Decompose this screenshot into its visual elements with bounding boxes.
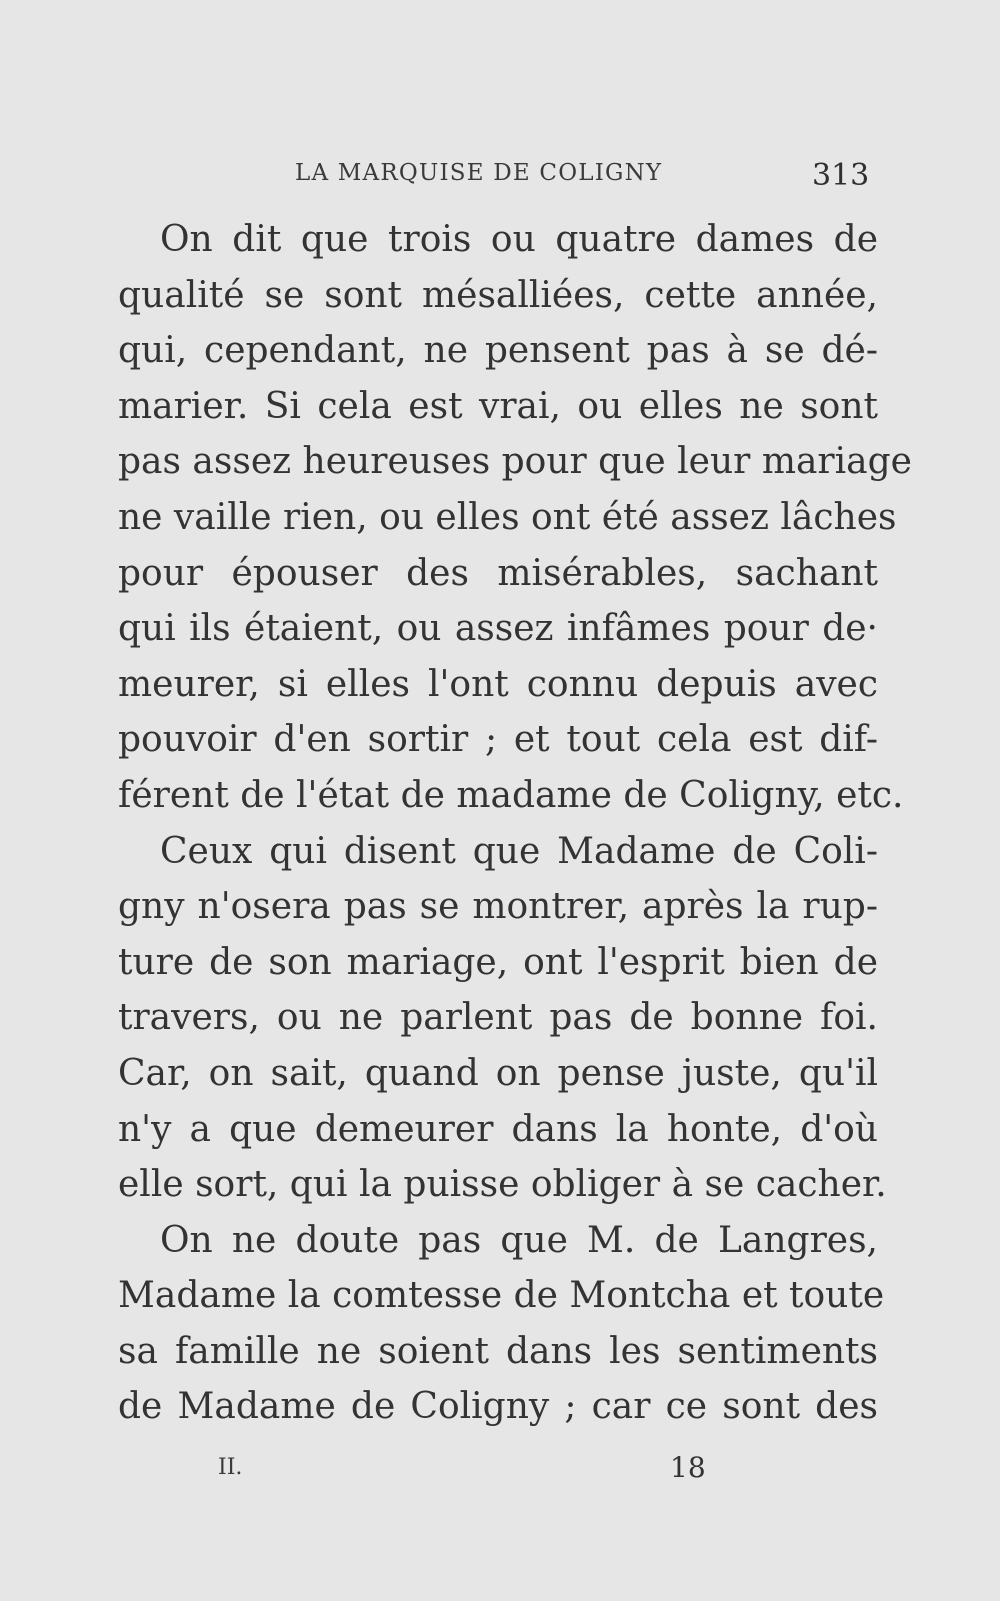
text-line: de Madame de Coligny ; car ce sont des (118, 1386, 878, 1428)
text-line: sa famille ne soient dans les sentiments (118, 1330, 878, 1372)
text-line: pouvoir d'en sortir ; et tout cela est dif- (118, 719, 878, 761)
text-line: qui ils étaient, ou assez infâmes pour de· (118, 608, 878, 650)
text-line: Madame la comtesse de Montcha et toute (118, 1275, 885, 1317)
text-line: n'y a que demeurer dans la honte, d'où (118, 1108, 878, 1150)
text-line: Car, on sait, quand on pense juste, qu'il (118, 1052, 878, 1094)
text-line: On ne doute pas que M. de Langres, (160, 1219, 878, 1261)
text-line: pour épouser des misérables, sachant (118, 552, 878, 594)
text-line: ture de son mariage, ont l'esprit bien de (118, 941, 878, 983)
text-line: qualité se sont mésalliées, cette année, (118, 274, 878, 316)
text-line: gny n'osera pas se montrer, après la rup- (118, 886, 878, 928)
text-line: meurer, si elles l'ont connu depuis avec (118, 663, 878, 705)
text-line: férent de l'état de madame de Coligny, etc. (118, 774, 904, 816)
running-title: LA MARQUISE DE COLIGNY (295, 160, 663, 186)
sheet-number: 18 (670, 1451, 706, 1484)
page-body-text (118, 212, 912, 1435)
text-line: On dit que trois ou quatre dames de (160, 219, 878, 260)
text-line: ne vaille rien, ou elles ont été assez lâches (118, 496, 897, 538)
text-line: Ceux qui disent que Madame de Coli- (160, 830, 878, 872)
text-line: marier. Si cela est vrai, ou elles ne sont (118, 385, 878, 427)
text-line: travers, ou ne parlent pas de bonne foi. (118, 997, 878, 1039)
page-number: 313 (812, 158, 870, 193)
text-line: pas assez heureuses pour que leur mariage (118, 441, 912, 483)
text-line: elle sort, qui la puisse obliger à se cacher. (118, 1164, 887, 1206)
volume-signature: II. (218, 1455, 243, 1480)
text-line: qui, cependant, ne pensent pas à se dé- (118, 330, 878, 372)
